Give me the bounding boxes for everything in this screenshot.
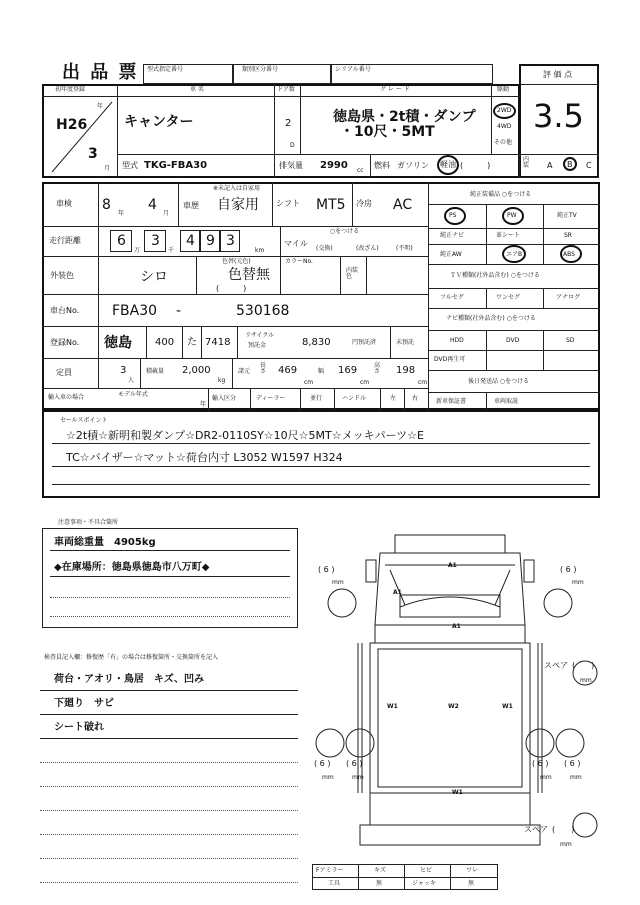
scratch-mark-w2: W2 bbox=[448, 703, 459, 710]
model-value: TKG-FBA30 bbox=[144, 160, 208, 171]
legend-header: キズ bbox=[374, 867, 386, 874]
inspection-month-unit: 月 bbox=[163, 210, 170, 217]
handle-right: 右 bbox=[412, 395, 419, 402]
dent-mark-a1: A1 bbox=[448, 562, 457, 569]
handle-label: ハンドル bbox=[342, 395, 367, 402]
legend-cell: 無 bbox=[468, 880, 475, 887]
first-reg-year: H26 bbox=[56, 117, 88, 133]
repaint-value: 色替無 bbox=[228, 267, 270, 283]
plate-label: 登録No. bbox=[50, 338, 80, 347]
mileage-digit: 4 bbox=[186, 233, 195, 249]
equipment-item: SR bbox=[564, 232, 572, 239]
circle-note: ○をつける bbox=[330, 228, 360, 235]
grade-label: グ レ ー ド bbox=[380, 86, 410, 93]
scratch-mark-w1: W1 bbox=[387, 703, 398, 710]
doors-value: 2 bbox=[285, 118, 292, 129]
height-label: 高さ bbox=[374, 362, 381, 375]
scratch-mark-w1: W1 bbox=[452, 789, 463, 796]
truck-diagram bbox=[300, 525, 600, 875]
type-number-label: 型式指定番号 bbox=[147, 66, 184, 73]
chassis-dash: - bbox=[176, 303, 182, 319]
capacity-value: 3 bbox=[120, 365, 127, 376]
sales-point-line2: TC☆バイザー☆マット☆荷台内寸 L3052 W1597 H324 bbox=[66, 451, 343, 464]
tv-title: ＴＶ種類(社外品含む) ○をつける bbox=[450, 272, 540, 279]
height-value: 198 bbox=[396, 365, 416, 376]
recycle-label-1: リサイクル bbox=[245, 332, 275, 339]
recycle-label-2: 預託金 bbox=[248, 342, 267, 349]
dealer-option: ディーラー bbox=[256, 395, 286, 402]
after-item: 新車保証書 bbox=[436, 398, 467, 405]
color-no-label: カラーNo. bbox=[285, 258, 313, 265]
score-value: 3.5 bbox=[533, 97, 584, 135]
drive-other: その他 bbox=[494, 139, 513, 146]
cc-unit: cc bbox=[357, 167, 364, 174]
drive-2wd: 2WD bbox=[497, 107, 512, 114]
dent-mark-a1: A1 bbox=[452, 623, 461, 630]
tire-depth-rl2: ( 6 ) bbox=[346, 759, 363, 768]
tv-item: ワンセグ bbox=[496, 294, 521, 301]
mileage-digit: 3 bbox=[226, 233, 235, 249]
first-reg-month: 3 bbox=[88, 146, 98, 162]
fuel-diesel: 軽油 bbox=[440, 160, 456, 169]
navi-title: ナビ種類(社外品含む) ○をつける bbox=[446, 315, 536, 322]
after-title: 後日発送品 ○をつける bbox=[468, 378, 530, 385]
inspection-year-unit: 年 bbox=[118, 210, 125, 217]
inspector-line2: 下廻り サビ bbox=[54, 698, 114, 709]
recycle-unpaid: 未預託 bbox=[396, 339, 415, 346]
mileage-digit: 9 bbox=[206, 233, 215, 249]
tire-depth-rr2: ( 6 ) bbox=[564, 759, 581, 768]
fuel-other: ( ) bbox=[460, 161, 491, 170]
displacement-label: 排気量 bbox=[279, 161, 303, 170]
notes-line1: 車両総重量 4905kg bbox=[54, 537, 156, 548]
tire-depth-unit: mm bbox=[332, 579, 344, 586]
drive-4wd: 4WD bbox=[497, 123, 512, 130]
equipment-item: ABS bbox=[563, 251, 575, 258]
spare-label: スペア bbox=[524, 825, 548, 834]
import-year-unit: 年 bbox=[200, 401, 207, 408]
scratch-mark-w1: W1 bbox=[502, 703, 513, 710]
navi-item: DVD bbox=[506, 337, 520, 344]
tv-item: アナログ bbox=[556, 294, 581, 301]
sen-unit: 千 bbox=[168, 247, 175, 254]
km-unit: km bbox=[255, 247, 265, 254]
car-name-label: 車 名 bbox=[190, 86, 204, 93]
history-note: ※未記入は自家用 bbox=[213, 185, 261, 192]
length-label: 長さ bbox=[260, 362, 267, 375]
class-number-label: 類別区分番号 bbox=[242, 66, 279, 73]
inspection-year: 8 bbox=[102, 197, 111, 213]
load-label: 積載量 bbox=[146, 368, 165, 375]
width-label: 幅 bbox=[318, 368, 325, 375]
legend-header: ワレ bbox=[466, 867, 479, 874]
tire-depth-unit: mm bbox=[570, 774, 582, 781]
year-kanji: 年 bbox=[97, 103, 104, 110]
interior-label: 内装 bbox=[523, 156, 530, 169]
history-value: 自家用 bbox=[217, 197, 259, 213]
grade-line2: ・10尺・5MT bbox=[340, 124, 435, 140]
displacement-value: 2990 bbox=[320, 160, 348, 171]
equipment-title: 純正装備品 ○をつける bbox=[470, 191, 532, 198]
mile-label: マイル bbox=[284, 239, 308, 248]
shift-label: シフト bbox=[276, 199, 300, 208]
spare-label: スペア bbox=[544, 661, 568, 670]
tire-depth-unit: mm bbox=[352, 774, 364, 781]
recycle-value: 8,830 bbox=[302, 337, 331, 348]
mileage-digit: 3 bbox=[151, 233, 160, 249]
handle-left: 左 bbox=[390, 395, 397, 402]
equipment-item: 純正AW bbox=[440, 251, 462, 258]
inspector-line1: 荷台・アオリ・鳥居 キズ、凹み bbox=[54, 674, 204, 685]
sales-point-line1: ☆2t積☆新明和製ダンプ☆DR2-0110SY☆10尺☆5MT☆メッキパーツ☆E bbox=[66, 429, 424, 442]
capacity-label: 定員 bbox=[56, 368, 72, 377]
doors-suffix: D bbox=[290, 142, 295, 149]
model-label: 型式 bbox=[122, 161, 138, 170]
length-value: 469 bbox=[278, 365, 298, 376]
dvd-label: DVD再生可 bbox=[434, 356, 466, 363]
inspector-label: 検査員記入欄：修復歴「有」の場合は修復箇所・交換箇所を記入 bbox=[44, 654, 219, 661]
equipment-item: PW bbox=[507, 212, 517, 219]
tire-depth-unit: mm bbox=[540, 774, 552, 781]
fuel-gasoline: ガソリン bbox=[397, 161, 429, 170]
notes-line2: ◆在庫場所：徳島県徳島市八万町◆ bbox=[54, 562, 210, 573]
serial-number-label: シリアル番号 bbox=[335, 66, 371, 73]
doors-label: ドア数 bbox=[277, 86, 295, 93]
inspector-line3: シート破れ bbox=[54, 722, 104, 733]
length-unit: cm bbox=[304, 379, 314, 386]
width-unit: cm bbox=[360, 379, 370, 386]
plate-class: 400 bbox=[155, 337, 175, 348]
model-year-label: モデル年式 bbox=[118, 391, 148, 398]
tire-depth-fl: ( 6 ) bbox=[318, 565, 335, 574]
recycle-paid: 円預託済 bbox=[352, 339, 377, 346]
legend-cell: 無 bbox=[376, 880, 383, 887]
plate-kana: た bbox=[187, 337, 197, 348]
height-unit: cm bbox=[418, 379, 428, 386]
ac-value: AC bbox=[393, 197, 413, 213]
load-value: 2,000 bbox=[182, 365, 211, 376]
tire-depth-unit: mm bbox=[572, 579, 584, 586]
load-unit: kg bbox=[218, 377, 226, 384]
interior-b: B bbox=[567, 160, 573, 169]
drive-label: 駆動 bbox=[497, 86, 510, 93]
tire-depth-rl1: ( 6 ) bbox=[314, 759, 331, 768]
legend-cell: 工具 bbox=[328, 880, 341, 887]
dent-mark-a1: A1 bbox=[393, 589, 402, 596]
equipment-item: 純正ナビ bbox=[440, 232, 465, 239]
history-label: 車歴 bbox=[183, 201, 199, 210]
tire-depth-unit: mm bbox=[322, 774, 334, 781]
mileage-digit: 6 bbox=[117, 233, 126, 249]
equipment-item: 革シート bbox=[496, 232, 521, 239]
chassis-label: 車台No. bbox=[50, 306, 80, 315]
interior-c: C bbox=[586, 161, 592, 170]
first-reg-label: 初年度登録 bbox=[55, 86, 86, 93]
import-class-label: 輸入区分 bbox=[212, 395, 237, 402]
repaint-paren: ( ) bbox=[216, 284, 247, 293]
spare-value: ( ) bbox=[552, 825, 575, 834]
import-label: 輸入車の場合 bbox=[48, 394, 85, 401]
exchange-option: (交換) bbox=[316, 245, 333, 252]
score-label: 評 価 点 bbox=[543, 70, 573, 79]
ac-label: 冷房 bbox=[356, 199, 372, 208]
color-label: 外装色 bbox=[50, 271, 74, 280]
unknown-option: (不明) bbox=[396, 245, 413, 252]
navi-item: HDD bbox=[450, 337, 464, 344]
altered-option: (改ざん) bbox=[356, 245, 379, 252]
navi-item: SD bbox=[566, 337, 575, 344]
car-name: キャンター bbox=[124, 114, 194, 130]
plate-region: 徳島 bbox=[104, 335, 132, 351]
repaint-label: 色替(元色) bbox=[222, 258, 251, 265]
inspection-month: 4 bbox=[148, 197, 157, 213]
fuel-label: 燃料 bbox=[374, 161, 390, 170]
interior-a: A bbox=[547, 161, 553, 170]
man-unit: 万 bbox=[134, 247, 141, 254]
interior-color-label: 内装色 bbox=[346, 267, 359, 280]
notes-label: 注意事項・不具合箇所 bbox=[58, 519, 119, 526]
tv-item: フルセグ bbox=[440, 294, 464, 301]
chassis-number: 530168 bbox=[236, 303, 290, 319]
shift-value: MT5 bbox=[316, 197, 346, 213]
equipment-item: 純正TV bbox=[557, 212, 577, 219]
chassis-model: FBA30 bbox=[112, 303, 158, 319]
legend-header: Fアミラー bbox=[316, 867, 344, 874]
inspection-label: 車検 bbox=[56, 199, 72, 208]
mileage-label: 走行距離 bbox=[49, 236, 81, 245]
capacity-unit: 人 bbox=[128, 377, 135, 384]
dims-label: 諸元 bbox=[238, 368, 251, 375]
sales-point-label: セールスポイント bbox=[60, 417, 108, 424]
form-title: 出 品 票 bbox=[62, 62, 139, 83]
grade-line1: 徳島県・2t積・ダンプ bbox=[333, 109, 476, 125]
width-value: 169 bbox=[338, 365, 358, 376]
parallel-option: 並行 bbox=[310, 395, 323, 402]
legend-header: ヒビ bbox=[420, 867, 433, 874]
tire-depth-fr: ( 6 ) bbox=[560, 565, 577, 574]
spare-unit: mm bbox=[560, 841, 572, 848]
color-value: シロ bbox=[140, 269, 168, 285]
spare-value: ( ) bbox=[572, 661, 595, 670]
plate-number: 7418 bbox=[205, 337, 231, 348]
spare-unit: mm bbox=[580, 677, 592, 684]
equipment-item: PS bbox=[449, 212, 457, 219]
month-kanji: 月 bbox=[104, 165, 111, 172]
after-item: 車両取説 bbox=[494, 398, 519, 405]
equipment-item: エアB bbox=[506, 251, 523, 258]
legend-cell: ジャッキ bbox=[412, 880, 436, 887]
tire-depth-rr1: ( 6 ) bbox=[532, 759, 549, 768]
